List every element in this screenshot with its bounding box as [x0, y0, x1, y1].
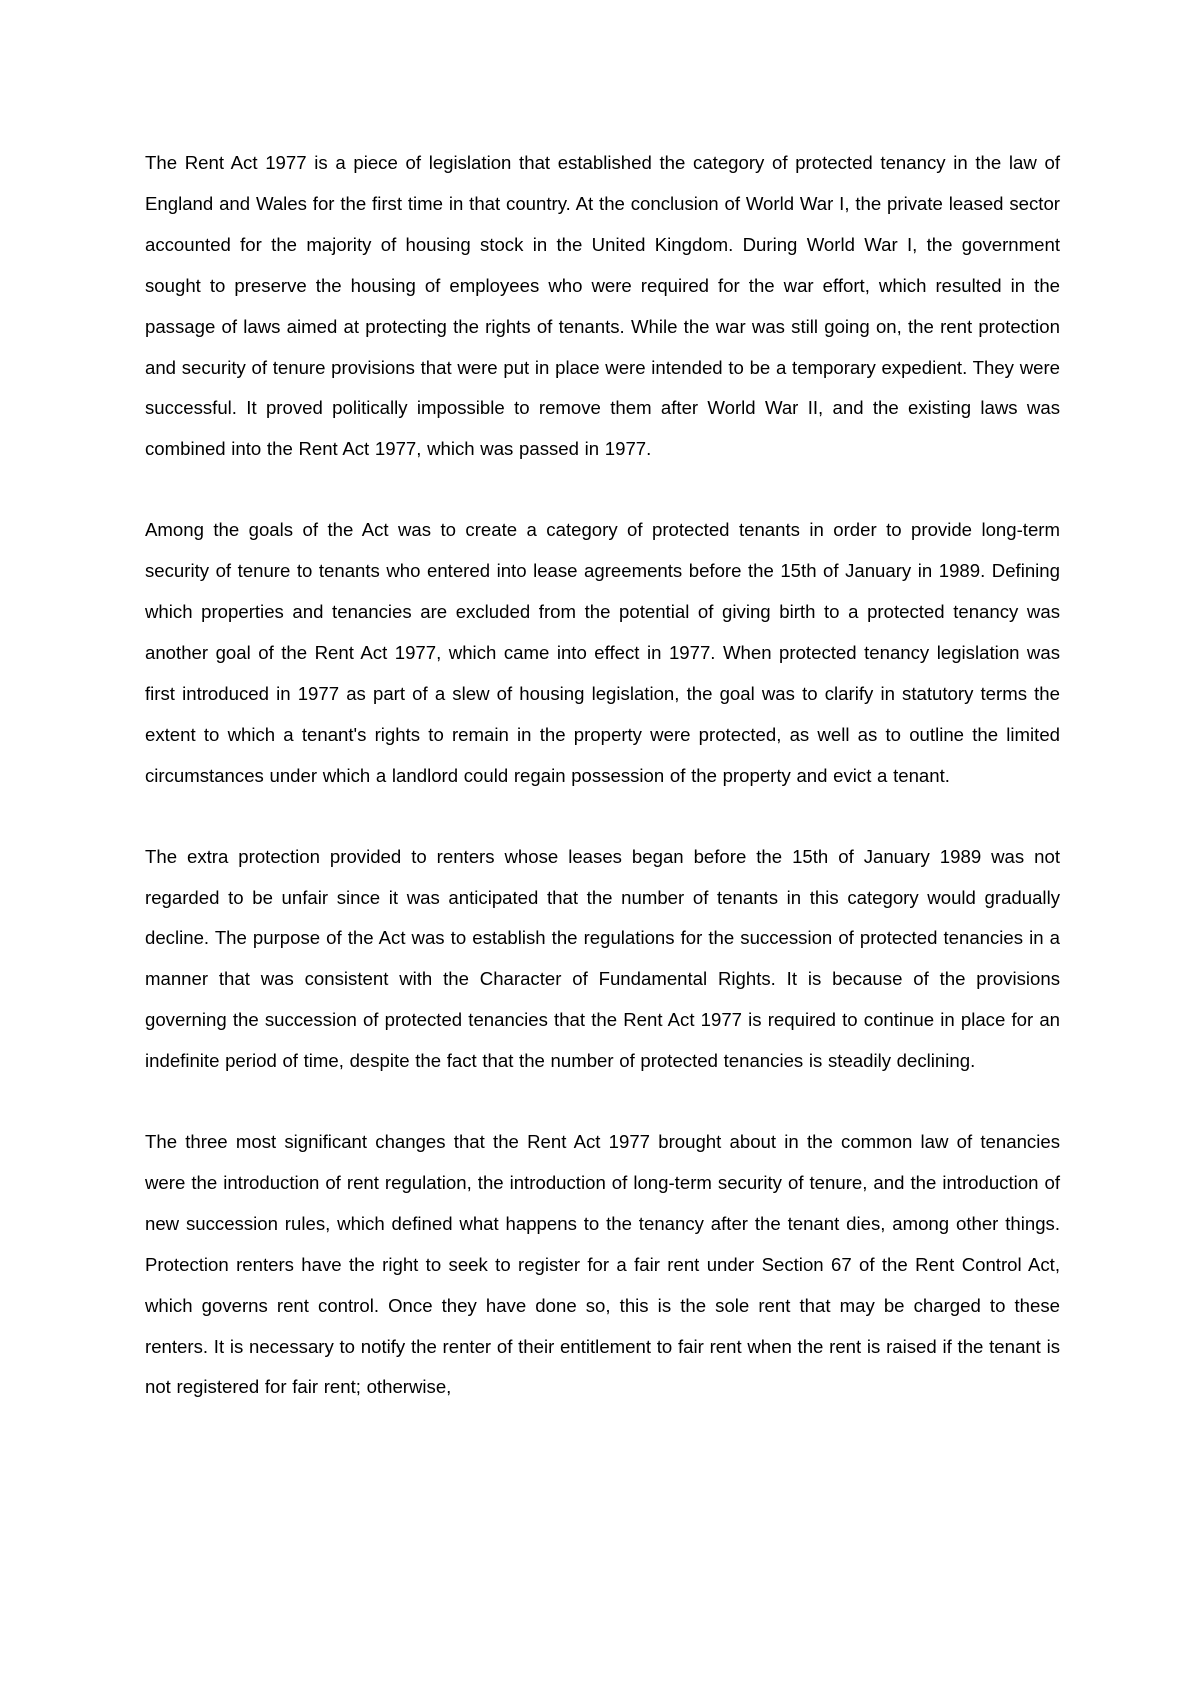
paragraph-2: Among the goals of the Act was to create a category of protected tenants in order to provide long-term security of tenure to tenants who entered into lease agreements before the 15th of January in 1989. Defining which properties and tenancies are excluded from the potential of giving birth to a protected tenancy was another goal of the Rent Act 1977, which came into effect in 1977. When protected tenancy legislation was first introduced in 1977 as part of a slew of housing legislation, the goal was to clarify in statutory terms the extent to which a tenant's rights to remain in the property were protected, as well as to outline the limited circumstances under which a landlord could regain possession of the property and evict a tenant.	[145, 519, 1060, 786]
paragraph-3: The extra protection provided to renters whose leases began before the 15th of January 1989 was not regarded to be unfair since it was anticipated that the number of tenants in this category would gradually decline. The purpose of the Act was to establish the regulations for the succession of protected tenancies in a manner that was consistent with the Character of Fundamental Rights. It is because of the provisions governing the succession of protected tenancies that the Rent Act 1977 is required to continue in place for an indefinite period of time, despite the fact that the number of protected tenancies is steadily declining.	[145, 845, 1060, 1072]
paragraph-1: The Rent Act 1977 is a piece of legislation that established the category of protected tenancy in the law of England and Wales for the first time in that country. At the conclusion of World War I, the private leased sector accounted for the majority of housing stock in the United Kingdom. During World War I, the government sought to preserve the housing of employees who were required for the war effort, which resulted in the passage of laws aimed at protecting the rights of tenants. While the war was still going on, the rent protection and security of tenure provisions that were put in place were intended to be a temporary expedient. They were successful. It proved politically impossible to remove them after World War II, and the existing laws was combined into the Rent Act 1977, which was passed in 1977.	[145, 152, 1060, 460]
paragraph-4: The three most significant changes that the Rent Act 1977 brought about in the common law of tenancies were the introduction of rent regulation, the introduction of long-term security of tenure, and the introduction of new succession rules, which defined what happens to the tenancy after the tenant dies, among other things. Protection renters have the right to seek to register for a fair rent under Section 67 of the Rent Control Act, which governs rent control. Once they have done so, this is the sole rent that may be charged to these renters. It is necessary to notify the renter of their entitlement to fair rent when the rent is raised if the tenant is not registered for fair rent; otherwise,	[145, 1131, 1060, 1398]
